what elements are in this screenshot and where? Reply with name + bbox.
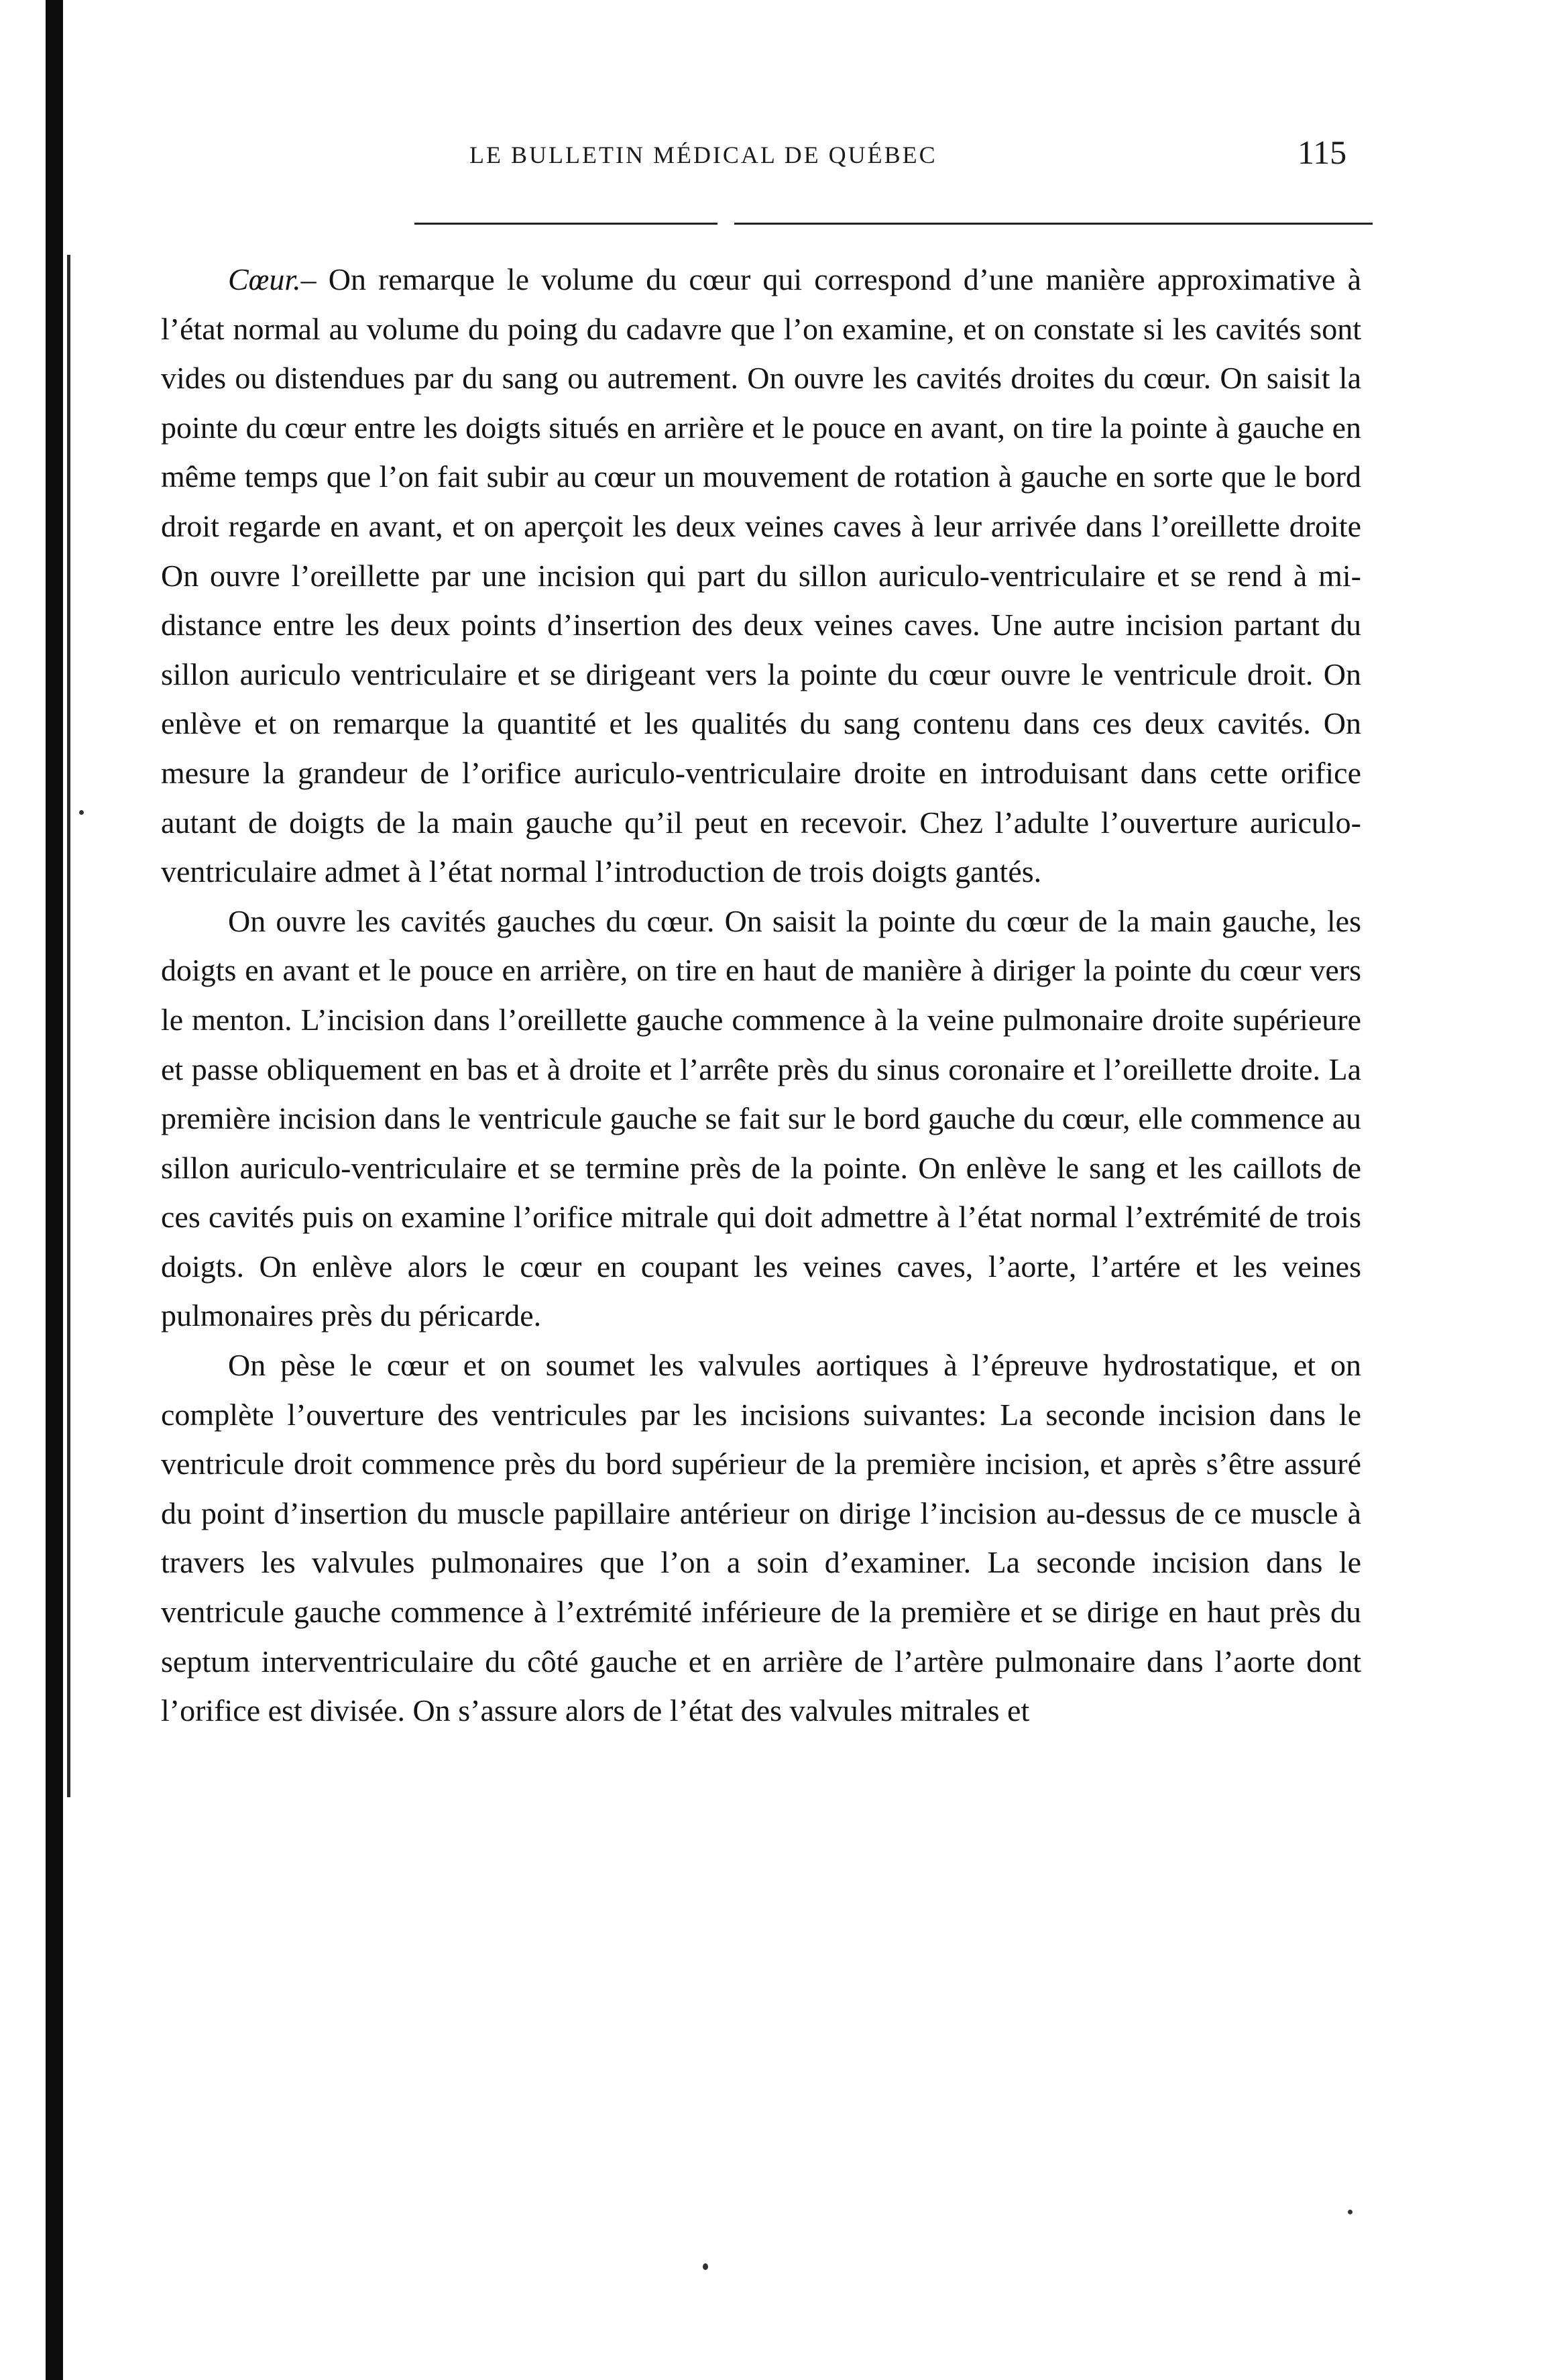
paragraph-text: On pèse le cœur et on soumet les valvules aortiques à l’épreuve hydrostatique, et on complète l’ouverture des ventricules par les incisions suivantes: La seconde incision dans le ventricule droit commence près du bord supérieur de la première incision, et après s’être assuré du point d’insertion du muscle papillaire antérieur on dirige l’incision au-dessus de ce muscle à travers les valvules pulmonaires que l’on a soin d’examiner. La seconde incision dans le ventricule gauche commence à l’extrémité inférieure de la première et se dirige en haut près du septum interventriculaire du côté gauche et en arrière de l’artère pulmonaire dans l’aorte dont l’orifice est divisée. On s’assure alors de l’état des valvules mitrales et bbox=[161, 1348, 1361, 1728]
ink-speck bbox=[1348, 2210, 1353, 2214]
paragraph-coeur bbox=[161, 255, 1361, 897]
ink-speck bbox=[79, 810, 84, 815]
paragraph-text: On ouvre les cavités gauches du cœur. On saisit la pointe du cœur de la main gauche, les doigts en avant et le pouce en arrière, on tire en haut de manière à diriger la pointe du cœur vers le menton. L’incision dans l’oreillette gauche commence à la veine pulmonaire droite supérieure et passe obliquement en bas et à droite et l’arrête près du sinus coronaire et l’oreillette droite. La première incision dans le ventricule gauche se fait sur le bord gauche du cœur, elle commence au sillon auriculo-ventriculaire et se termine près de la pointe. On enlève le sang et les caillots de ces cavités puis on examine l’orifice mitrale qui doit admettre à l’état normal l’extrémité de trois doigts. On enlève alors le cœur en coupant les veines caves, l’aorte, l’artére et les veines pulmonaires près du péricarde. bbox=[161, 903, 1361, 1333]
binding-shadow bbox=[67, 255, 70, 1797]
ink-speck bbox=[703, 2263, 708, 2270]
header-rule-right bbox=[734, 223, 1373, 225]
paragraph-cavites-gauches bbox=[161, 897, 1361, 1341]
binding-edge bbox=[46, 0, 63, 2380]
paragraph-pesee bbox=[161, 1341, 1361, 1736]
running-title: LE BULLETIN MÉDICAL DE QUÉBEC bbox=[469, 141, 937, 168]
paragraph-text: – On remarque le volume du cœur qui correspond d’une manière approximative à l’état normal au volume du poing du cadavre que l’on examine, et on constate si les cavités sont vides ou distendues par du sang ou autrement. On ouvre les cavités droites du cœur. On saisit la pointe du cœur entre les doigts situés en arrière et le pouce en avant, on tire la pointe à gauche en même temps que l’on fait subir au cœur un mouvement de rotation à gauche en sorte que le bord droit regarde en avant, et on aperçoit les deux veines caves à leur arrivée dans l’oreillette droite On ouvre l’oreillette par une incision qui part du sillon auriculo-ventriculaire et se rend à mi-distance entre les deux points d’insertion des deux veines caves. Une autre incision partant du sillon auriculo ventriculaire et se dirigeant vers la pointe du cœur ouvre le ventricule droit. On enlève et on remarque la quantité et les qualités du sang contenu dans ces deux cavités. On mesure la grandeur de l’orifice auriculo-ventriculaire droite en introduisant dans cette orifice autant de doigts de la main gauche qu’il peut en recevoir. Chez l’adulte l’ouverture auriculo-ventriculaire admet à l’état normal l’introduction de trois doigts gantés. bbox=[161, 262, 1361, 889]
paragraph-lead: Cœur. bbox=[228, 262, 301, 296]
header-rule-left bbox=[414, 223, 717, 225]
page-number: 115 bbox=[1298, 133, 1347, 171]
body-text bbox=[161, 255, 1361, 1736]
